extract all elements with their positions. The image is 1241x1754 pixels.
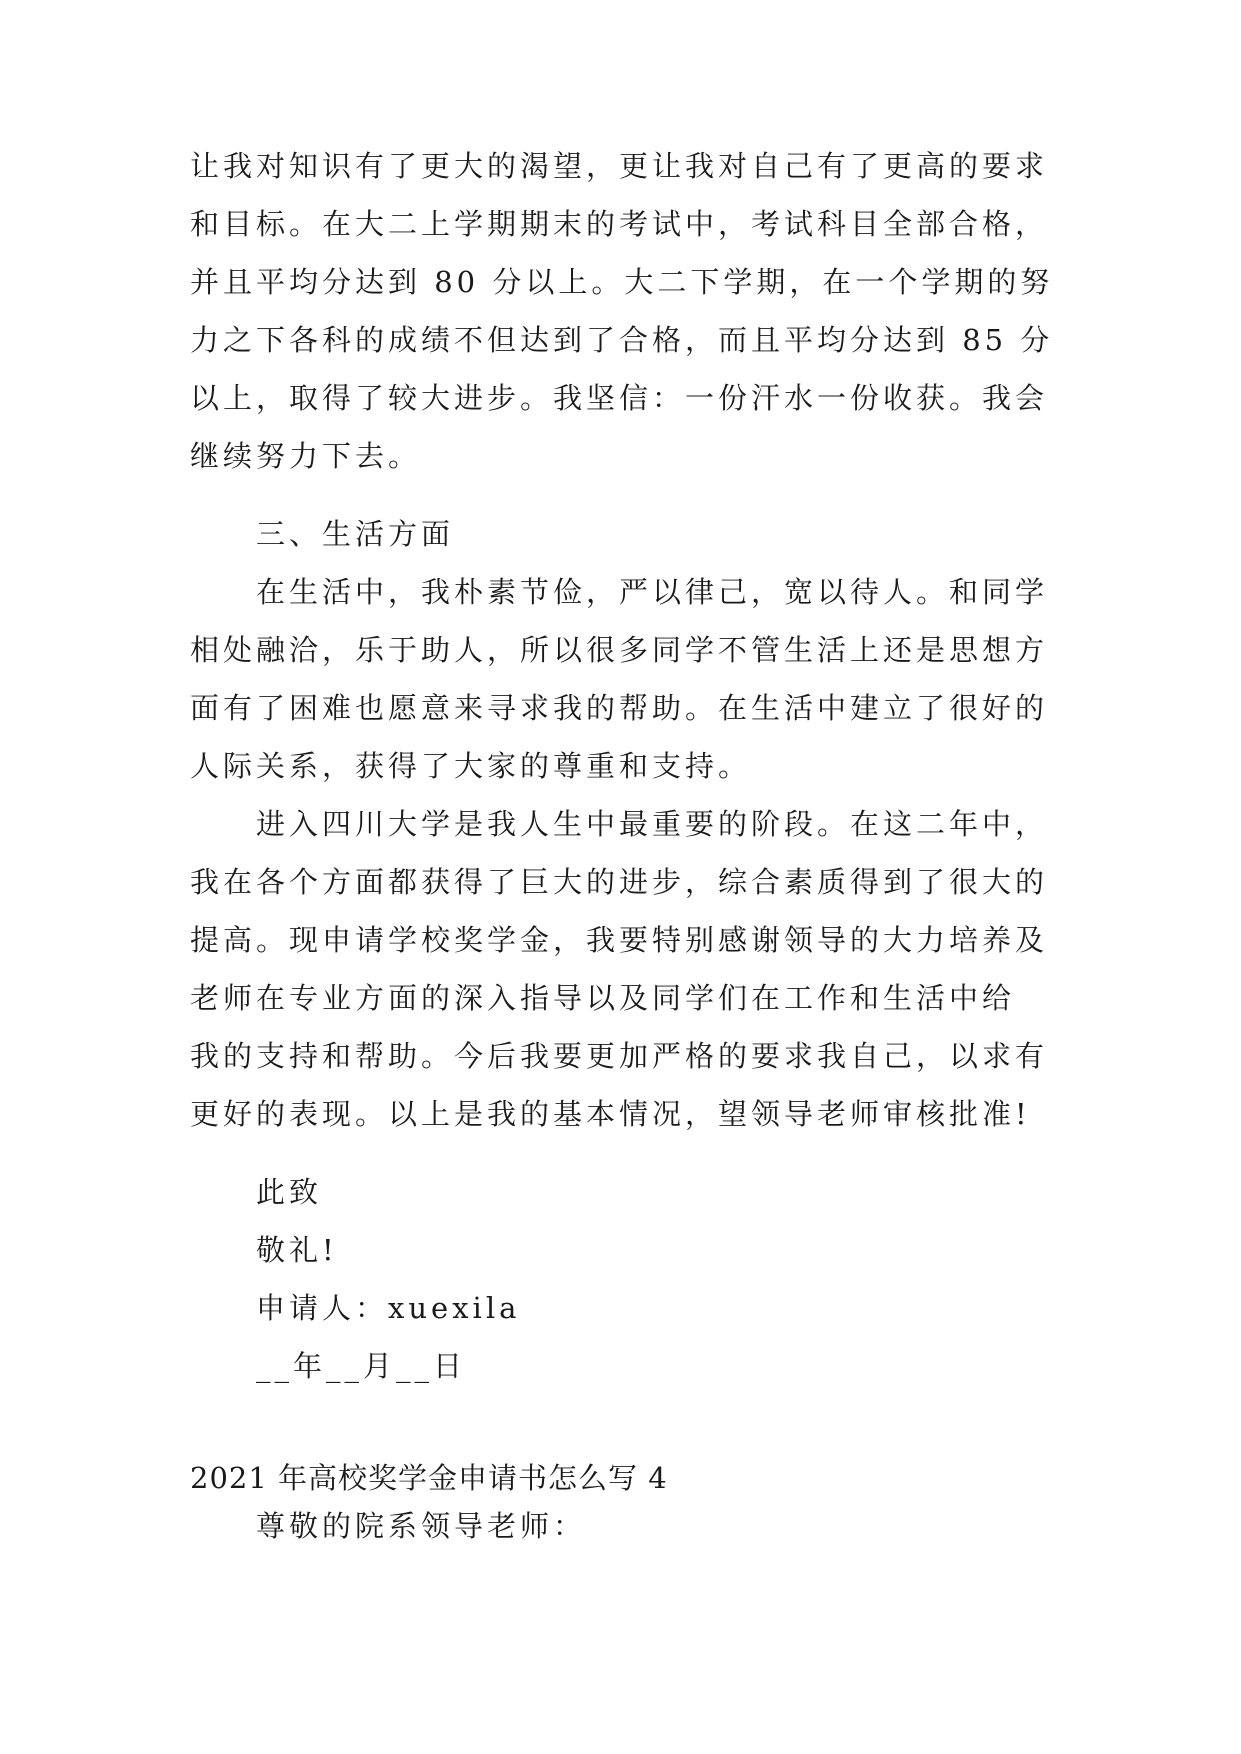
- text-line: 老师在专业方面的深入指导以及同学们在工作和生活中给: [190, 981, 1016, 1015]
- text-line: 相处融洽，乐于助人，所以很多同学不管生活上还是思想方: [190, 633, 1049, 667]
- paragraph-life: [190, 563, 1070, 795]
- closing-block: [190, 1163, 1070, 1395]
- paragraph-academic-continued: [190, 137, 1070, 485]
- next-article-title: 2021 年高校奖学金申请书怎么写 4: [190, 1461, 668, 1495]
- text-line: 面有了困难也愿意来寻求我的帮助。在生活中建立了很好的: [190, 691, 1049, 725]
- text-line: 让我对知识有了更大的渴望，更让我对自己有了更高的要求: [190, 149, 1049, 183]
- salutation-respect: 此致: [256, 1175, 323, 1209]
- text-line: 提高。现申请学校奖学金，我要特别感谢领导的大力培养及: [190, 923, 1049, 957]
- paragraph-conclusion: [190, 795, 1070, 1143]
- greeting-line: 尊敬的院系领导老师：: [256, 1509, 587, 1543]
- text-line: 力之下各科的成绩不但达到了合格，而且平均分达到 85 分: [190, 323, 1054, 357]
- text-line: 人际关系，获得了大家的尊重和支持。: [190, 749, 752, 783]
- text-line: 在生活中，我朴素节俭，严以律己，宽以待人。和同学: [256, 575, 1049, 609]
- text-line: 我的支持和帮助。今后我要更加严格的要求我自己，以求有: [190, 1039, 1049, 1073]
- text-line: 并且平均分达到 80 分以上。大二下学期，在一个学期的努: [190, 265, 1054, 299]
- text-line: 和目标。在大二上学期期末的考试中，考试科目全部合格，: [190, 207, 1049, 241]
- section-title: 三、生活方面: [256, 517, 455, 551]
- section-heading-life: [190, 505, 1070, 563]
- next-article-greeting: [190, 1497, 1070, 1555]
- text-line: 更好的表现。以上是我的基本情况，望领导老师审核批准!: [190, 1097, 1031, 1131]
- text-line: 以上，取得了较大进步。我坚信：一份汗水一份收获。我会: [190, 381, 1049, 415]
- text-line: 我在各个方面都获得了巨大的进步，综合素质得到了很大的: [190, 865, 1049, 899]
- date-line: __年__月__日: [256, 1349, 467, 1383]
- text-line: 进入四川大学是我人生中最重要的阶段。在这二年中，: [256, 807, 1049, 841]
- text-line: 继续努力下去。: [190, 439, 422, 473]
- applicant-signature: 申请人：xuexila: [256, 1291, 521, 1325]
- salutation-regards: 敬礼!: [256, 1233, 338, 1267]
